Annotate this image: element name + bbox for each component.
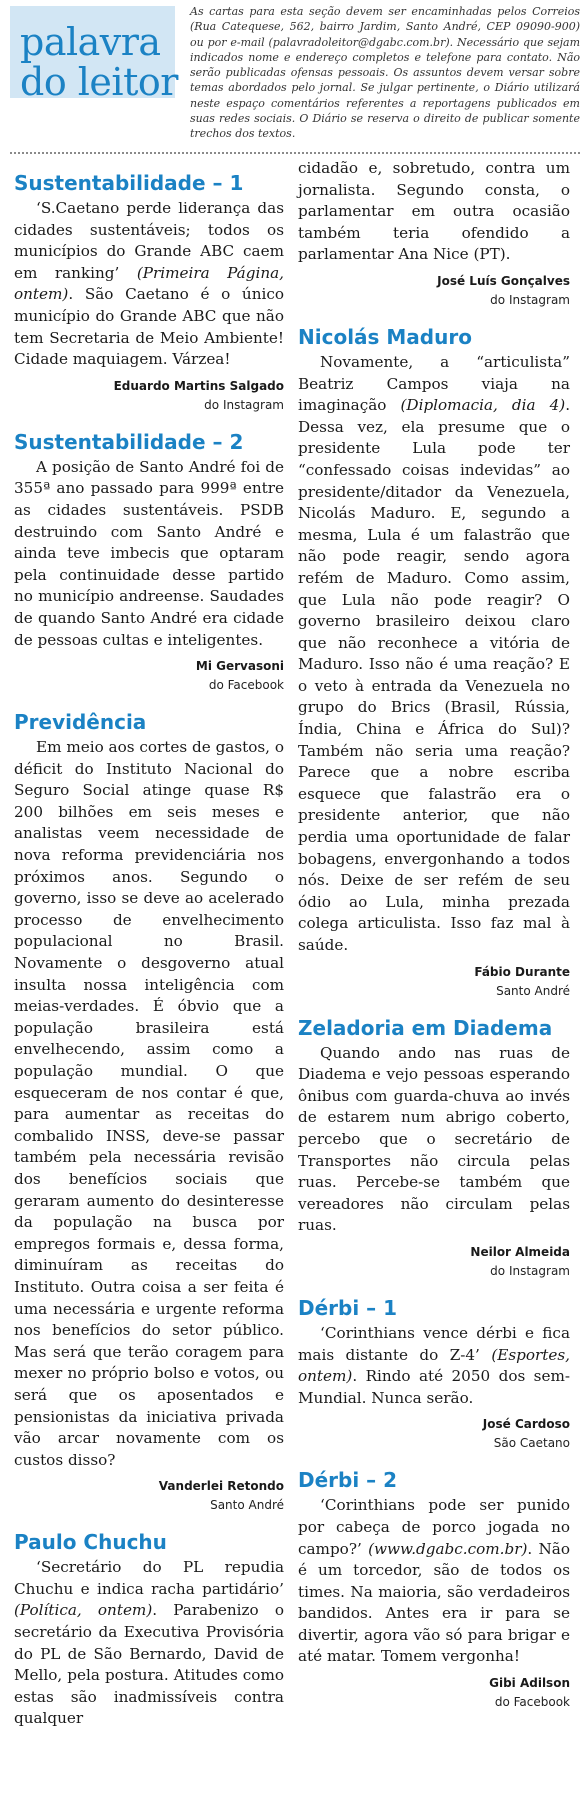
dotted-divider	[10, 152, 580, 154]
letter-author: Mi Gervasoni	[195, 659, 284, 674]
letter-reference: (Diplomacia, dia 4)	[400, 396, 566, 415]
letter-author: Gibi Adilson	[489, 1676, 570, 1691]
section-intro: As cartas para esta seção devem ser encaminhadas pelos Correios (Rua Catequese, 562, bairro Jardim, Santo André, CEP 09090-900) ou por e-mail (palavradoleitor@dgabc.com.br). Necessário que sejam indicados nome e endereço completos e telefone para contato. Não serão publicadas ofensas pessoais. Os assuntos devem versar sobre temas abordados pelo jornal. Se julgar pertinente, o Diário utilizará neste espaço comentários referentes a reportagens publicados em suas redes sociais. O Diário se reserva o direito de publicar somente trechos dos textos.	[190, 5, 580, 141]
letter-body	[298, 352, 570, 957]
letter-text: . Dessa vez, ela presume que o presidente Lula pode ter “confessado coisas indevidas” ao presidente/ditador da Venezuela, Nicolás Maduro. E, segundo a mesma, Lula é um falastrão que não pode reagir, sendo agora refém de Maduro. Como assim, que Lula não pode reagir? O governo brasileiro deixou claro que não reconhece a vitória de Maduro. Isso não é uma reação? E o veto à entrada da Venezuela no grupo do Brics (Brasil, Rússia, Índia, China e África do Sul)? Também não seria uma reação? Parece que a nobre escriba esquece que falastrão era o presidente anterior, que não perdia uma oportunidade de falar bobagens, envergonhando a todos nós. Deixe de ser refém de seu ódio ao Lula, minha prezada colega articulista. Isso faz mal à saúde.	[298, 396, 571, 954]
section-header	[0, 0, 585, 150]
letter-title: Previdência	[14, 710, 147, 735]
letter-author: José Cardoso	[482, 1417, 570, 1432]
letter-text: . São Caetano é o único município do Grande ABC que não tem Secretaria de Meio Ambiente! Cidade maquiagem. Várzea!	[14, 285, 284, 369]
letter-text: . Não é um torcedor, são de todos os times. Na maioria, são verdadeiros bandidos. Antes era ir para se divertir, agora vão só para brigar e até matar. Tomem vergonha!	[298, 1539, 570, 1666]
letter-place: do Facebook	[208, 678, 284, 693]
letter-author: José Luís Gonçalves	[437, 273, 570, 288]
letter-title: Zeladoria em Diadema	[298, 1015, 553, 1040]
letter-body	[14, 737, 284, 1471]
letter-author: Vanderlei Retondo	[158, 1479, 284, 1494]
letter-title: Paulo Chuchu	[14, 1530, 167, 1555]
letter-text-intro: Novamente, a “articulista” Beatriz Campos viaja na imaginação	[298, 352, 570, 415]
letter-title: Nicolás Maduro	[298, 324, 472, 349]
letter-title: Sustentabilidade – 1	[14, 171, 244, 195]
letter-body-start	[14, 1557, 284, 1730]
letter-place: São Caetano	[493, 1436, 570, 1451]
letter-body	[298, 1043, 570, 1237]
letter-text: A posição de Santo André foi de 355ª ano passado para 999ª entre as cidades sustentáveis. PSDB destruindo com Santo André e ainda teve imbecis que optaram pela continuidade desse partido no município andreense. Saudades de quando Santo André era cidade de pessoas cultas e inteligentes.	[14, 457, 284, 649]
letter-nicolas-maduro	[298, 324, 570, 1001]
letter-text: . Rindo até 2050 dos sem-Mundial. Nunca serão.	[298, 1367, 570, 1407]
letter-text-start: . Parabenizo o secretário da Executiva Provisória do PL de São Bernardo, David de Mello, pela postura. Atitudes como estas são inadmissíveis contra qualquer	[14, 1601, 285, 1728]
letter-reference: (Esportes, ontem)	[298, 1345, 570, 1386]
letter-body	[298, 1495, 570, 1668]
letter-place: do Instagram	[490, 1263, 570, 1278]
letter-derbi-1	[298, 1295, 570, 1453]
section-title-line2: do leitor	[20, 60, 178, 104]
letter-author: Eduardo Martins Salgado	[113, 378, 284, 393]
letter-place: do Facebook	[494, 1695, 570, 1710]
letter-paulo-chuchu-start	[14, 1529, 284, 1730]
letter-quote: ‘Secretário do PL repudia Chuchu e indica racha partidário’	[14, 1558, 284, 1598]
letter-zeladoria-diadema	[298, 1015, 570, 1281]
letter-body-continued	[298, 158, 570, 266]
letter-body	[14, 198, 284, 371]
letter-previdencia	[14, 709, 284, 1515]
letter-text: Quando ando nas ruas de Diadema e vejo pessoas esperando ônibus com guarda-chuva ao invés de estarem num abrigo coberto, percebo que o secretário de Transportes não circula pelas ruas. Percebe-se também que vereadores não circulam pelas ruas.	[298, 1043, 570, 1235]
letter-text-continued: cidadão e, sobretudo, contra um jornalista. Segundo consta, o parlamentar em outra ocasião também teria ofendido a parlamentar Ana Nice (PT).	[298, 159, 570, 264]
letter-body	[298, 1323, 570, 1409]
letter-place: do Instagram	[490, 292, 570, 307]
letter-reference: (Política, ontem)	[14, 1601, 153, 1620]
letter-body	[14, 457, 284, 651]
letter-place: Santo André	[210, 1498, 284, 1513]
letter-paulo-chuchu-continued	[298, 158, 570, 310]
letter-title: Dérbi – 2	[298, 1468, 398, 1493]
letter-quote: ‘Corinthians pode ser punido por cabeça de porco jogada no campo?’	[298, 1496, 570, 1558]
right-column	[298, 158, 570, 1712]
letter-title: Dérbi – 1	[298, 1295, 398, 1320]
letter-text: Em meio aos cortes de gastos, o déficit do Instituto Nacional do Seguro Social atinge quase R$ 200 bilhões em seis meses e analistas veem necessidade de nova reforma previdenciária nos próximos anos. Segundo o governo, isso se deve ao acelerado processo de envelhecimento populacional no Brasil. Novamente o desgoverno atual insulta nossa inteligência com meias-verdades. É óbvio que a população brasileira está envelhecendo, assim como a população mundial. O que esqueceram de nos contar é que, para aumentar as receitas do combalido INSS, deve-se passar também pela necessária revisão dos benefícios sociais que geraram aumento do desinteresse da população na busca por empregos formais e, dessa forma, diminuíram as receitas do Instituto. Outra coisa a ser feita é uma necessária e urgente reforma nos benefícios do setor público. Mas será que terão coragem para mexer no próprio bolso e votos, ou será que os aposentados e pensionistas da iniciativa privada vão arcar novamente com os custos disso?	[14, 738, 284, 1469]
letter-sustentabilidade-2	[14, 429, 284, 695]
letter-sustentabilidade-1	[14, 170, 284, 415]
letter-derbi-2	[298, 1467, 570, 1712]
section-title	[20, 22, 178, 102]
letter-reference: (www.dgabc.com.br)	[368, 1539, 528, 1558]
letter-author: Neilor Almeida	[470, 1244, 570, 1259]
letter-author: Fábio Durante	[474, 964, 570, 979]
letter-reference: (Primeira Página, ontem)	[14, 263, 284, 304]
letter-title: Sustentabilidade – 2	[14, 429, 244, 454]
letter-place: Santo André	[496, 983, 570, 998]
letter-quote: ‘S.Caetano perde liderança das cidades sustentáveis; todos os municípios do Grande ABC caem em ranking’	[14, 199, 284, 282]
letter-place: do Instagram	[204, 397, 284, 412]
letter-quote: ‘Corinthians vence dérbi e fica mais distante do Z-4’	[298, 1323, 570, 1364]
section-title-line1: palavra	[20, 20, 161, 64]
left-column	[14, 170, 284, 1756]
